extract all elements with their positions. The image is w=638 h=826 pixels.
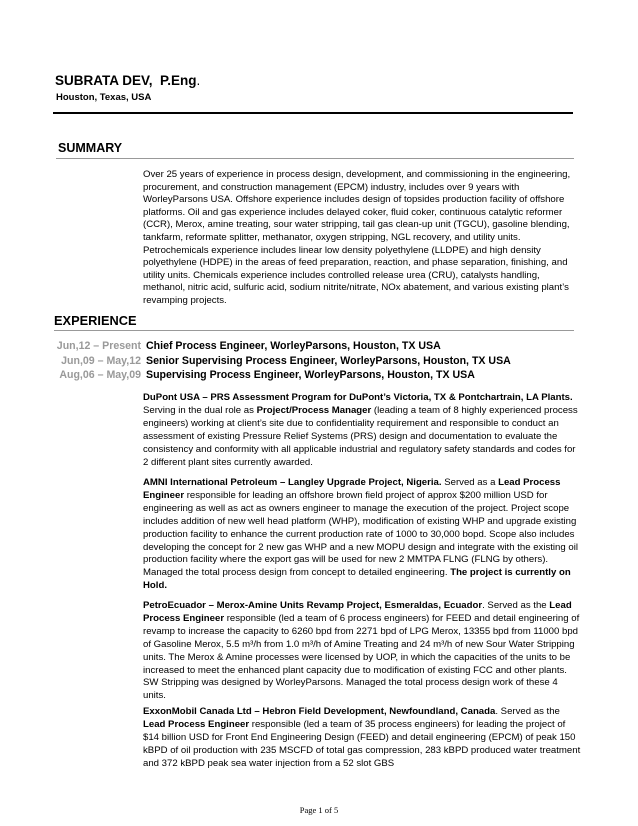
project-text: responsible (led a team of 35 process engineers) for leading the project of $14 billion USD for Front End Engineering Design (FEED) and detail engineering (EPCM) of peak 150 kBPD of oil production with 235 MSCFD of total gas compression, 283 kBPD produced water treatment and 372 kBPD peak sea water injection from a 52 slot GBS: [143, 718, 581, 769]
project-status: The project is currently on Hold.: [143, 567, 571, 592]
role-dates: Jun,12 – Present: [56, 340, 141, 352]
project-text: Serving in the dual role as: [143, 404, 257, 416]
role-title: Chief Process Engineer, WorleyParsons, Houston, TX USA: [146, 340, 441, 352]
role-title: Supervising Process Engineer, WorleyParsons, Houston, TX USA: [146, 369, 475, 381]
summary-paragraph: Over 25 years of experience in process design, development, and commissioning in the engineering, procurement, and construction management (EPCM) industry, includes over 9 years with WorleyParsons USA. Offshore experience includes design of topsides production facility of offshore platforms. Oil and gas experience includes delayed coker, fluid coker, continuous catalytic reformer (CCR), Merox, amine treating, sour water stripping, tail gas clean-up unit (TGCU), gasoline blending, tankfarm, reformate splitter, methanator, oxygen stripping, NGL recovery, and utility units. Petrochemicals experience includes linear low density polyethylene (LLDPE) and high density polyethylene (HDPE) in the areas of feed preparation, reaction, and phase separation, finishing, and utility units. Chemicals experience includes controlled release urea (CRU), catalysts handling, methanol, nitric acid, sulfuric acid, sodium nitrite/nitrate, NOx abatement, and various existing plant’s revamping projects.: [143, 169, 571, 306]
role-dates: Jun,09 – May,12: [61, 355, 141, 367]
candidate-name: [55, 73, 200, 88]
role-row: [0, 355, 638, 369]
project-client: PetroEcuador – Merox-Amine Units Revamp Project, Esmeraldas, Ecuador: [143, 600, 483, 611]
project-role: Lead Process Engineer: [143, 600, 572, 624]
project-text: responsible (led a team of 6 process engineers) for FEED and detail engineering of revamp to increase the capacity to 6260 bpd from 2271 bpd of LPG Merox, 13355 bpd from 11000 bpd of Gasoline Merox, 5.5 m³/h from 1.0 m³/h of Amine Treating and 24 m³/h of new Sour Water Stripping units. The Merox & Amine processes were licensed by UOP, in which the capacities of the units to be increased to meet the enhanced plant capacity due to modification of existing FCC and other plants. SW Stripping was designed by WorleyParsons. Managed the total process design work of these 4 units.: [143, 612, 580, 702]
credential-text: P.Eng: [160, 73, 197, 88]
project-text: . Served as the: [495, 706, 560, 717]
summary-divider: [56, 158, 574, 159]
summary-heading: SUMMARY: [58, 141, 123, 155]
project-text: Served as a: [441, 477, 499, 488]
role-row: [0, 369, 638, 383]
project-role: Lead Process Engineer: [143, 477, 561, 501]
role-dates: Aug,06 – May,09: [59, 369, 141, 381]
project-client: DuPont USA – PRS Assessment Program for DuPont’s Victoria, TX & Pontchartrain, LA Plants.: [143, 392, 573, 403]
experience-heading: EXPERIENCE: [54, 313, 137, 328]
role-row: [0, 340, 638, 354]
page-number: Page 1 of 5: [299, 805, 339, 815]
project-role: Project/Process Manager: [256, 404, 372, 416]
project-text: (leading a team of 8 highly experienced process engineers) working at client’s site due to confidentiality requirement and responsible to conduct an assessment of existing Pressure Relief Systems (PRS) design and documentation to evaluate the consistency and conformity with all applicable industrial and regulatory safety standards and codes for 2 different plant sites currently awarded.: [143, 404, 578, 468]
project-client: ExxonMobil Canada Ltd – Hebron Field Development, Newfoundland, Canada: [143, 706, 496, 717]
role-title: Senior Supervising Process Engineer, WorleyParsons, Houston, TX USA: [146, 355, 511, 367]
project-dupont: [143, 392, 581, 469]
header-divider: [53, 112, 573, 114]
project-role: Lead Process Engineer: [143, 718, 250, 730]
location: Houston, Texas, USA: [56, 92, 152, 103]
credential-suffix: .: [196, 73, 201, 88]
project-text: . Served as the: [482, 600, 550, 611]
project-client: AMNI International Petroleum – Langley Upgrade Project, Nigeria.: [143, 477, 442, 488]
project-amni: [143, 477, 581, 593]
project-petroecuador: [143, 600, 581, 703]
project-text: responsible for leading an offshore brown field project of approx $200 million USD for engineering as well as act as owners engineer to manage the execution of the project. Project scope includes addition of new well head platform (WHP), modification of existing WHP and upgrade existing production facility to enhance the current production rate of 1000 to 30,000 bopd. Scope also includes developing the concept for 2 new gas WHP and a new MOPU design and integrate with the existing oil production facility where the export gas will be used for new 2 MMTPA FLNG (FLNG by others). Managed the total process design from concept to detailed engineering.: [143, 489, 578, 579]
project-exxonmobil: [143, 706, 581, 771]
experience-divider: [54, 330, 574, 331]
name-text: SUBRATA DEV,: [55, 73, 153, 88]
